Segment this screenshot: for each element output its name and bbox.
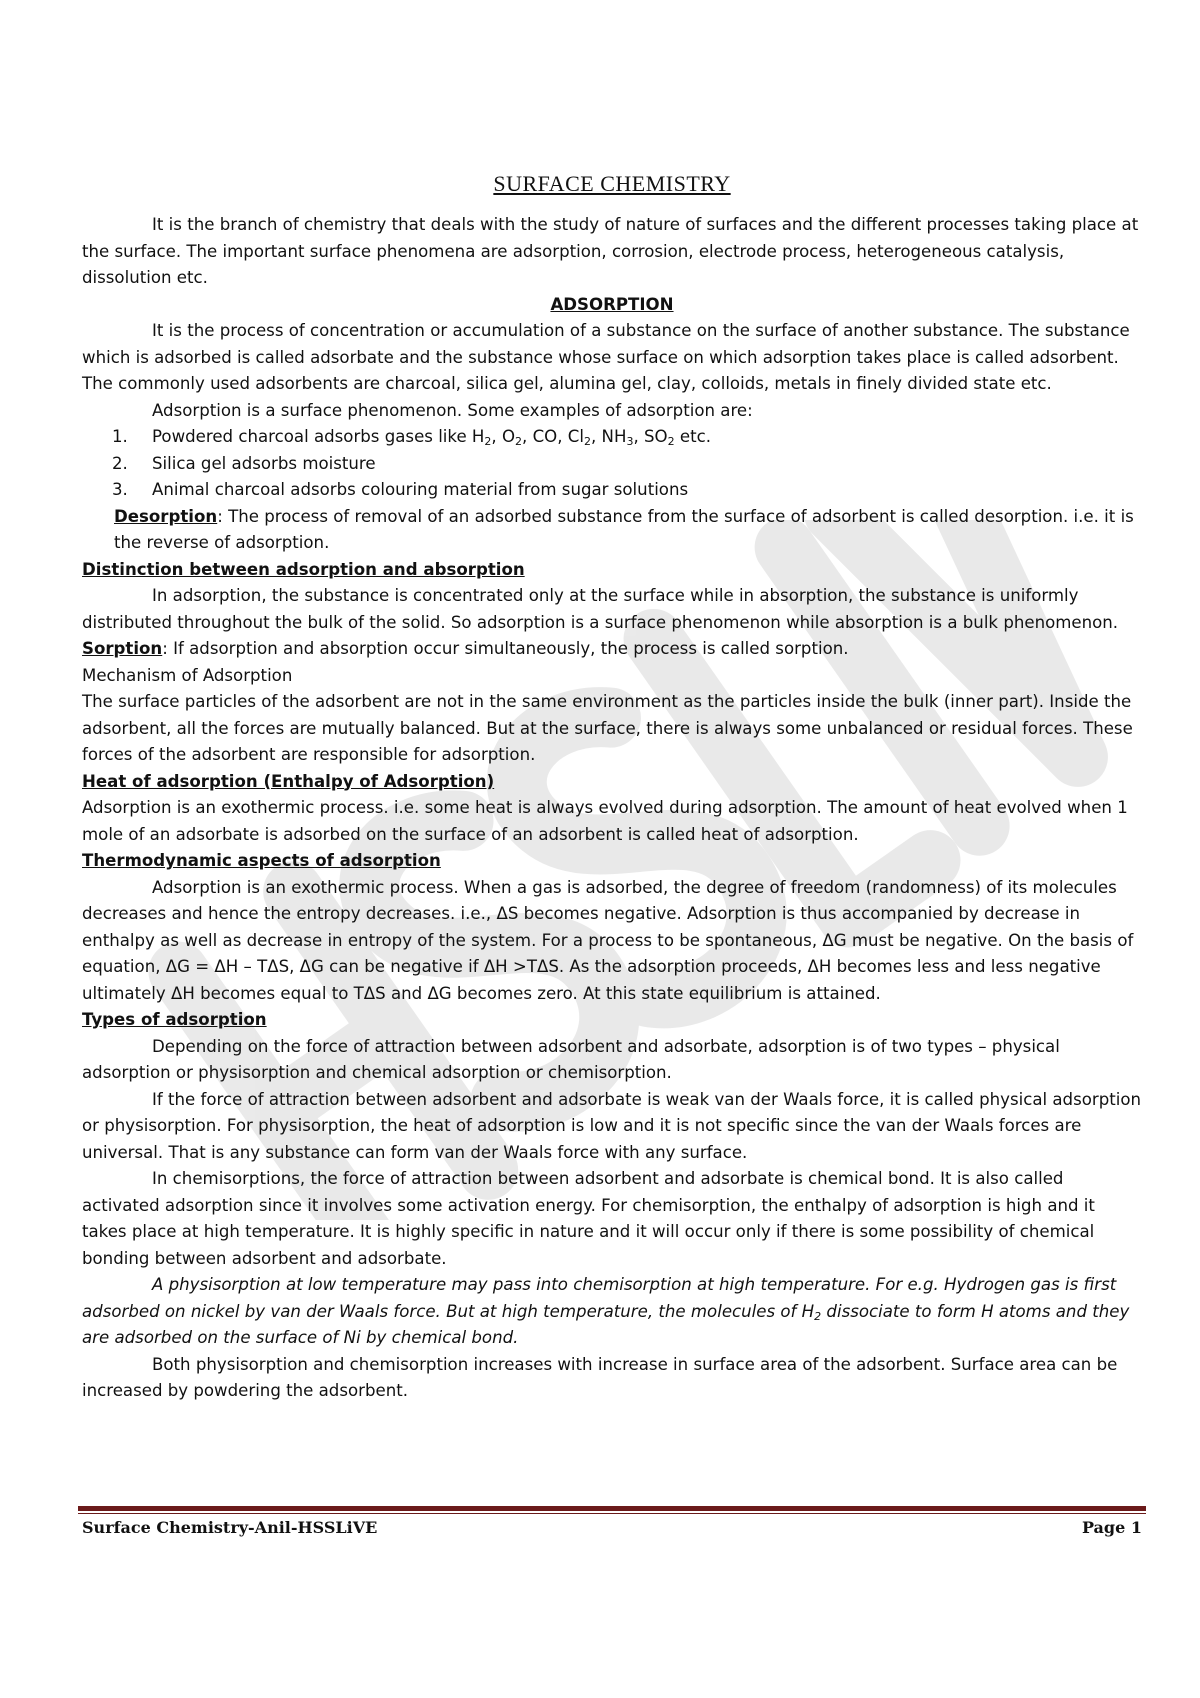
list-number: 1. [112,427,128,446]
distinction-paragraph: In adsorption, the substance is concentrated only at the surface while in absorption, the substance is uniformly distributed throughout the bulk of the solid. So adsorption is a surface phenomenon while absorption is a bulk phenomenon. [82,586,1119,632]
footer-rule [78,1506,1146,1511]
intro-paragraph: It is the branch of chemistry that deals with the study of nature of surfaces and the different processes taking place at the surface. The important surface phenomena are adsorption, corrosion, electrode process, heterogeneous catalysis, dissolution etc. [82,215,1139,287]
desorption-paragraph: Desorption: The process of removal of an adsorbed substance from the surface of adsorbent is called desorption. i.e. it is the reverse of adsorption. [114,506,1134,552]
adsorption-examples-intro: Adsorption is a surface phenomenon. Some examples of adsorption are: [152,400,753,420]
sorption-paragraph: Sorption: If adsorption and absorption occur simultaneously, the process is called sorption. [82,639,849,658]
footer-page-number: Page 1 [1081,1518,1142,1537]
types-paragraph-5: Both physisorption and chemisorption increases with increase in surface area of the adsorbent. Surface area can be increased by powdering the adsorbent. [82,1354,1118,1400]
heat-paragraph: Adsorption is an exothermic process. i.e. some heat is always evolved during adsorption. The amount of heat evolved when 1 mole of an adsorbate is adsorbed on the surface of an adsorbent is called heat of adsorption. [82,798,1128,844]
page-title: SURFACE CHEMISTRY [493,171,731,196]
list-item [82,424,1142,451]
list-item [82,477,1142,504]
types-paragraph-2: If the force of attraction between adsorbent and adsorbate is weak van der Waals force, it is called physical adsorption or physisorption. For physisorption, the heat of adsorption is low and it is not specific since the van der Waals forces are universal. That is any substance can form van der Waals force with any surface. [82,1089,1142,1162]
list-text: Silica gel adsorbs moisture [152,453,376,473]
types-paragraph-4: A physisorption at low temperature may pass into chemisorption at high temperature. For e.g. Hydrogen gas is first adsorbed on nickel by van der Waals force. But at high temperature, the molecules of $H_2$ dissociate to form H atoms and they are adsorbed on the surface of Ni by chemical bond. [82,1275,1130,1347]
distinction-heading: Distinction between adsorption and absorption [82,559,525,579]
list-text: Animal charcoal adsorbs colouring material from sugar solutions [152,480,689,499]
sorption-label: Sorption [82,639,163,658]
document-body [82,170,1142,1405]
mechanism-heading: Mechanism of Adsorption [82,665,293,685]
desorption-label: Desorption [114,506,218,526]
list-text: Powdered charcoal adsorbs gases like $H_2$, $O_2$, CO, $Cl_2$, $NH_3$, $SO_2$ etc. [152,427,711,448]
adsorption-heading: ADSORPTION [550,294,674,314]
heat-heading: Heat of adsorption (Enthalpy of Adsorption) [82,771,495,791]
list-number: 2. [112,453,128,473]
list-item [82,451,1142,478]
thermo-heading: Thermodynamic aspects of adsorption [82,851,441,870]
list-number: 3. [112,480,128,499]
types-paragraph-3: In chemisorptions, the force of attraction between adsorbent and adsorbate is chemical bond. It is also called activated adsorption since it involves some activation energy. For chemisorption, the enthalpy of adsorption is high and it takes place at high temperature. It is highly specific in nature and it will occur only if there is some possibility of chemical bonding between adsorbent and adsorbate. [82,1169,1095,1268]
footer-doc-name: Surface Chemistry-Anil-HSSLiVE [82,1518,378,1537]
footer-rule-thin [78,1513,1146,1514]
adsorption-definition: It is the process of concentration or accumulation of a substance on the surface of another substance. The substance which is adsorbed is called adsorbate and the substance whose surface on which adsorption takes place is called adsorbent. The commonly used adsorbents are charcoal, silica gel, alumina gel, clay, colloids, metals in finely divided state etc. [82,321,1130,393]
types-heading: Types of adsorption [82,1010,267,1029]
mechanism-paragraph: The surface particles of the adsorbent are not in the same environment as the particles inside the bulk (inner part). Inside the adsorbent, all the forces are mutually balanced. But at the surface, there is always some unbalanced or residual forces. These forces of the adsorbent are responsible for adsorption. [82,692,1133,764]
types-paragraph-1: Depending on the force of attraction between adsorbent and adsorbate, adsorption is of two types – physical adsorption or physisorption and chemical adsorption or chemisorption. [82,1036,1060,1082]
thermo-paragraph: Adsorption is an exothermic process. When a gas is adsorbed, the degree of freedom (randomness) of its molecules decreases and hence the entropy decreases. i.e., ΔS becomes negative. Adsorption is thus accompanied by decrease in enthalpy as well as decrease in entropy of the system. For a process to be spontaneous, ΔG must be negative. On the basis of equation, ΔG = ΔH – TΔS, ΔG can be negative if ΔH >TΔS. As the adsorption proceeds, ΔH becomes less and less negative ultimately ΔH becomes equal to TΔS and ΔG becomes zero. At this state equilibrium is attained. [82,877,1134,1003]
